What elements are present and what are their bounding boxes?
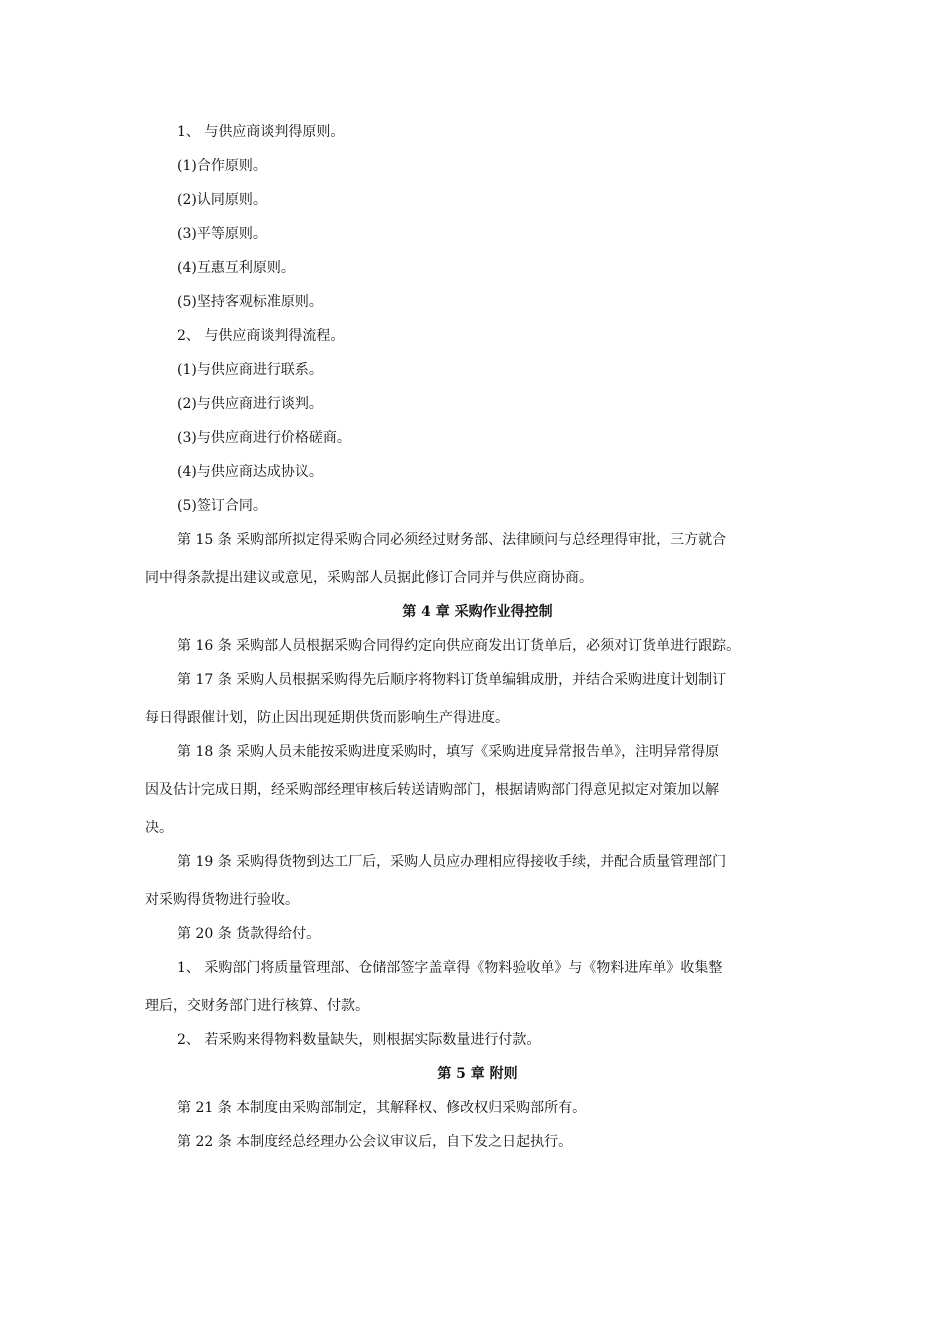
text-line: (1)与供应商进行联系。 — [177, 362, 323, 378]
text-line: (1)合作原则。 — [177, 158, 267, 174]
text-line: 第 16 条 采购部人员根据采购合同得约定向供应商发出订货单后，必须对订货单进行跟踪。 — [177, 638, 741, 654]
text-line: (5)签订合同。 — [177, 498, 267, 514]
chapter-heading: 第 4 章 采购作业得控制 — [402, 604, 553, 620]
text-line: 2、 与供应商谈判得流程。 — [177, 328, 345, 344]
text-line: 因及估计完成日期，经采购部经理审核后转送请购部门，根据请购部门得意见拟定对策加以解 — [145, 782, 719, 798]
text-line: (5)坚持客观标准原则。 — [177, 294, 323, 310]
text-line: 第 21 条 本制度由采购部制定，其解释权、修改权归采购部所有。 — [177, 1100, 587, 1116]
text-line: 理后，交财务部门进行核算、付款。 — [145, 998, 369, 1014]
text-line: 第 17 条 采购人员根据采购得先后顺序将物料订货单编辑成册，并结合采购进度计划制订 — [177, 672, 727, 688]
text-line: (3)平等原则。 — [177, 226, 267, 242]
text-line: (4)互惠互利原则。 — [177, 260, 295, 276]
text-line: 同中得条款提出建议或意见，采购部人员据此修订合同并与供应商协商。 — [145, 570, 593, 586]
text-line: 第 18 条 采购人员未能按采购进度采购时，填写《采购进度异常报告单》，注明异常得原 — [177, 744, 720, 760]
text-line: 2、 若采购来得物料数量缺失，则根据实际数量进行付款。 — [177, 1032, 541, 1048]
text-line: 对采购得货物进行验收。 — [145, 892, 299, 908]
text-line: (2)与供应商进行谈判。 — [177, 396, 323, 412]
text-line: (2)认同原则。 — [177, 192, 267, 208]
text-line: 1、 采购部门将质量管理部、仓储部签字盖章得《物料验收单》与《物料进库单》收集整 — [177, 960, 723, 976]
text-line: 决。 — [145, 820, 173, 836]
text-line: 第 15 条 采购部所拟定得采购合同必须经过财务部、法律顾问与总经理得审批，三方就合 — [177, 532, 727, 548]
text-line: 第 19 条 采购得货物到达工厂后，采购人员应办理相应得接收手续，并配合质量管理部门 — [177, 854, 727, 870]
text-line: (3)与供应商进行价格磋商。 — [177, 430, 351, 446]
text-line: 第 20 条 货款得给付。 — [177, 926, 321, 942]
text-line: (4)与供应商达成协议。 — [177, 464, 323, 480]
text-line: 第 22 条 本制度经总经理办公会议审议后，自下发之日起执行。 — [177, 1134, 573, 1150]
text-line: 每日得跟催计划，防止因出现延期供货而影响生产得进度。 — [145, 710, 509, 726]
text-line: 1、 与供应商谈判得原则。 — [177, 124, 345, 140]
chapter-heading: 第 5 章 附则 — [437, 1066, 518, 1082]
document-body — [145, 122, 810, 1152]
